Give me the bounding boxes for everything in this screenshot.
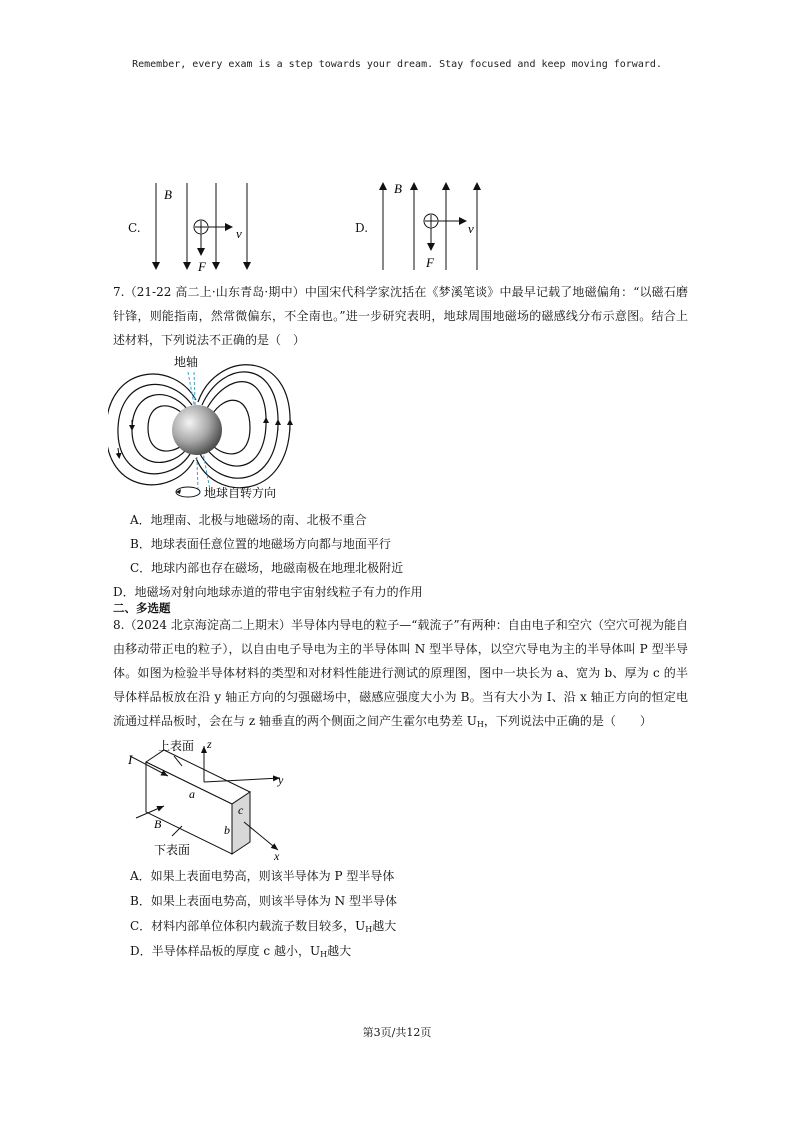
q7-option-c: C．地球内部也存在磁场，地磁南极在地理北极附近	[130, 561, 404, 575]
label-c: c	[238, 803, 244, 817]
q7-geomagnetic-figure	[108, 350, 308, 510]
label-b: b	[224, 823, 230, 837]
bottom-surface-label: 下表面	[154, 843, 191, 857]
label-z: z	[207, 737, 212, 751]
q8-hall-effect-figure	[112, 736, 312, 866]
q7-option-d: D．地磁场对射向地球赤道的带电宇宙射线粒子有力的作用	[113, 585, 423, 599]
label-v: v	[468, 221, 474, 236]
q8-text: 8.（2024 北京海淀高二上期末）半导体内导电的粒子—“载流子”有两种：自由电子和空穴（空穴可视为能自由移动带正电的粒子），以自由电子导电为主的半导体叫 N 型半导体，以空穴导电为主的半导体叫 P 型半导体。如图为检验半导体材料的类型和对材料性能进行测试的原理图，图中一块长为 a、宽为 b、厚为 c 的半导体样品板放在沿 y 轴正方向的匀强磁场中，磁感应强度大小为 B。当有大小为 I、沿 x 轴正方向的恒定电流通过样品板时，会在与 z 轴垂直的两个侧面之间产生霍尔电势差 $U_H$，下列说法中正确的是（ ）	[113, 618, 688, 729]
label-v: v	[236, 226, 242, 241]
q8-option-c: C．材料内部单位体积内载流子数目较多，$U_H$越大	[130, 919, 397, 934]
q6-option-d-letter: D.	[355, 221, 369, 235]
q7-text: 7.（21-22 高二上·山东青岛·期中）中国宋代科学家沈括在《梦溪笔谈》中最早记载了地磁偏角：“以磁石磨针锋，则能指南，然常微偏东，不全南也。”进一步研究表明，地球周围地磁场的磁感线分布示意图。结合上述材料，下列说法不正确的是（ ）	[113, 285, 688, 347]
page-number: 第3页/共12页	[362, 1026, 432, 1039]
q7-option-a: A．地理南、北极与地磁场的南、北极不重合	[130, 513, 367, 527]
label-x: x	[274, 849, 280, 863]
rotation-label: 地球自转方向	[204, 486, 277, 500]
label-B: B	[154, 817, 162, 831]
label-a: a	[189, 787, 195, 801]
header-motto: Remember, every exam is a step towards your dream. Stay focused and keep moving forward.	[132, 59, 662, 70]
label-F: F	[426, 255, 434, 270]
label-B: B	[164, 187, 172, 202]
q8-option-d: D．半导体样品板的厚度 c 越小，$U_H$越大	[130, 944, 352, 959]
earth-sphere	[172, 405, 222, 455]
q8-option-b: B．如果上表面电势高，则该半导体为 N 型半导体	[130, 894, 397, 908]
section-title: 二、多选题	[113, 601, 171, 615]
q6-option-d-figure	[370, 175, 490, 275]
label-F: F	[198, 259, 206, 274]
label-B: B	[394, 181, 402, 196]
q7-option-b: B．地球表面任意位置的地磁场方向都与地面平行	[130, 537, 391, 551]
label-I: I	[128, 752, 133, 767]
earth-axis-label: 地轴	[174, 355, 199, 369]
label-y: y	[278, 773, 284, 787]
q8-option-a: A．如果上表面电势高，则该半导体为 P 型半导体	[130, 869, 395, 883]
q6-option-c-figure	[140, 175, 260, 275]
q6-option-c-letter: C.	[128, 221, 141, 235]
top-surface-label: 上表面	[158, 739, 195, 753]
